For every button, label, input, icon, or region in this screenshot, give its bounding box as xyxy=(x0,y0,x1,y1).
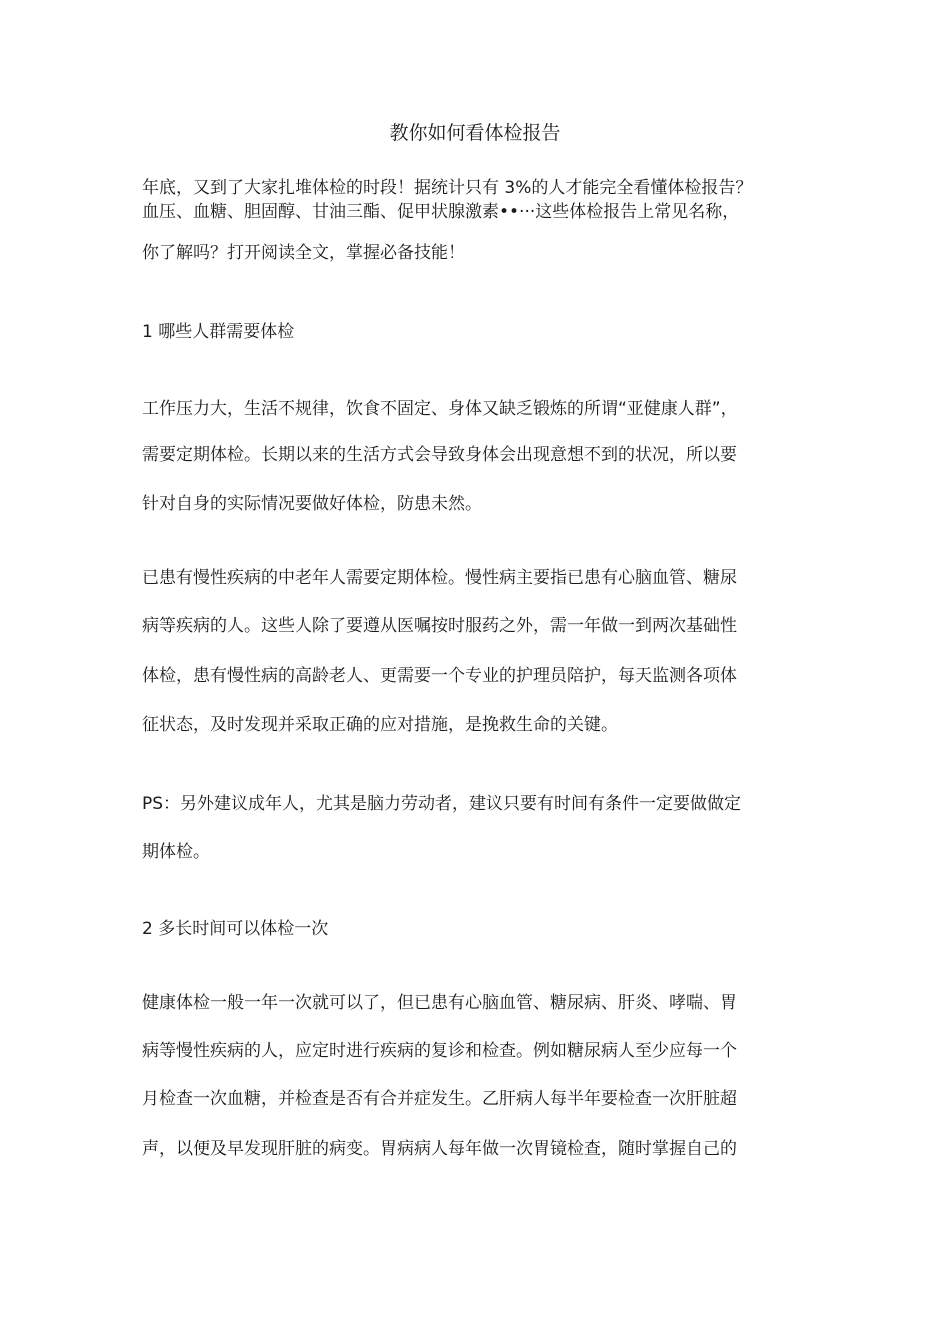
paragraph-line: 声，以便及早发现肝脏的病变。胃病病人每年做一次胃镜检查，随时掌握自己的 xyxy=(142,1139,737,1159)
paragraph-line: 健康体检一般一年一次就可以了，但已患有心脑血管、糖尿病、肝炎、哮喘、胃 xyxy=(142,993,737,1013)
paragraph-line: 病等疾病的人。这些人除了要遵从医嘱按时服药之外，需一年做一到两次基础性 xyxy=(142,616,737,636)
document-title: 教你如何看体检报告 xyxy=(389,122,561,144)
paragraph-line: 需要定期体检。长期以来的生活方式会导致身体会出现意想不到的状况，所以要 xyxy=(142,445,737,465)
paragraph-line: 已患有慢性疾病的中老年人需要定期体检。慢性病主要指已患有心脑血管、糖尿 xyxy=(142,568,737,588)
paragraph-line: 针对自身的实际情况要做好体检，防患未然。 xyxy=(142,494,482,514)
section-heading: 2 多长时间可以体检一次 xyxy=(142,919,329,939)
intro-line: 血压、血糖、胆固醇、甘油三酯、促甲状腺激素••···这些体检报告上常见名称， xyxy=(142,202,740,222)
section-heading: 1 哪些人群需要体检 xyxy=(142,322,295,342)
intro-line: 你了解吗？打开阅读全文，掌握必备技能！ xyxy=(142,243,465,263)
paragraph-line: 体检，患有慢性病的高龄老人、更需要一个专业的护理员陪护，每天监测各项体 xyxy=(142,666,737,686)
paragraph-line: 月检查一次血糖，并检查是否有合并症发生。乙肝病人每半年要检查一次肝脏超 xyxy=(142,1089,737,1109)
paragraph-line: 病等慢性疾病的人，应定时进行疾病的复诊和检查。例如糖尿病人至少应每一个 xyxy=(142,1041,737,1061)
intro-line: 年底，又到了大家扎堆体检的时段！据统计只有 3%的人才能完全看懂体检报告？ xyxy=(142,178,753,198)
paragraph-line: 征状态，及时发现并采取正确的应对措施，是挽救生命的关键。 xyxy=(142,715,618,735)
paragraph-line: PS：另外建议成年人，尤其是脑力劳动者，建议只要有时间有条件一定要做做定 xyxy=(142,794,742,814)
paragraph-line: 期体检。 xyxy=(142,842,210,862)
paragraph-line: 工作压力大，生活不规律，饮食不固定、身体又缺乏锻炼的所谓“亚健康人群”， xyxy=(142,399,738,419)
